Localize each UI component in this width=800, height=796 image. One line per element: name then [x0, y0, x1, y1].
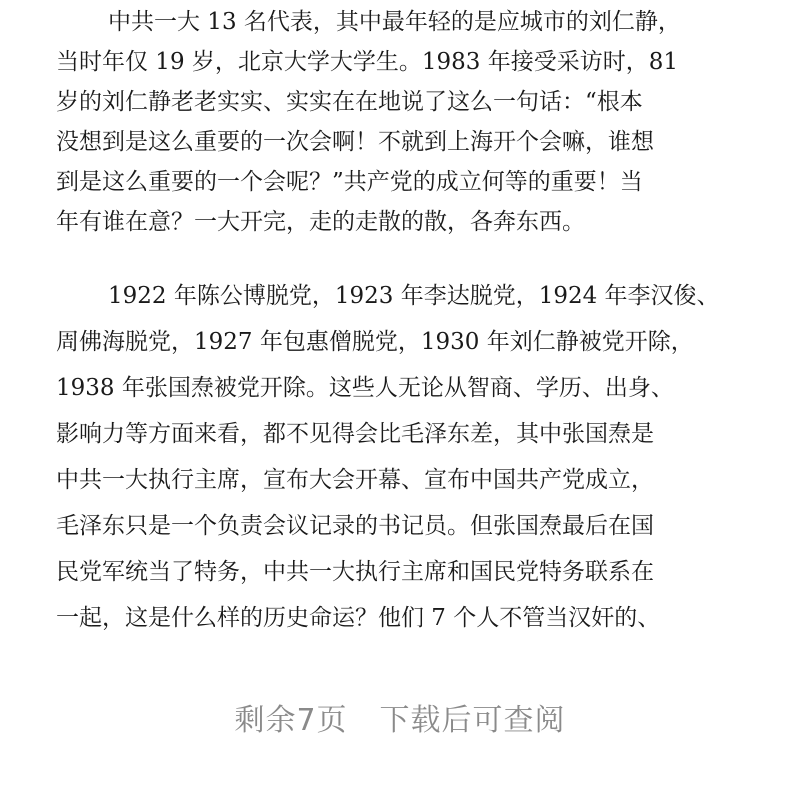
download-to-view-label[interactable]: 下载后可查阅 [379, 703, 566, 738]
paragraph-line: 岁的刘仁静老老实实、实实在在地说了这么一句话：“根本 [56, 89, 643, 115]
paragraph-line: 中共一大执行主席，宣布大会开幕、宣布中国共产党成立， [56, 467, 654, 493]
remaining-pages-label[interactable]: 剩余7页 [234, 703, 348, 738]
paragraph-line: 一起，这是什么样的历史命运？他们 7 个人不管当汉奸的、 [56, 605, 661, 631]
paragraph-line: 没想到是这么重要的一次会啊！不就到上海开个会嘛，谁想 [56, 129, 654, 155]
paragraph-line: 年有谁在意？一大开完，走的走散的散，各奔东西。 [56, 209, 585, 235]
paragraph-line: 到是这么重要的一个会呢？”共产党的成立何等的重要！当 [56, 169, 643, 195]
paragraph-line: 影响力等方面来看，都不见得会比毛泽东差，其中张国焘是 [56, 421, 654, 447]
paragraph-line: 毛泽东只是一个负责会议记录的书记员。但张国焘最后在国 [56, 513, 654, 539]
paragraph-line: 当时年仅 19 岁，北京大学大学生。1983 年接受采访时，81 [56, 49, 678, 75]
paragraph-line: 1922 年陈公博脱党，1923 年李达脱党，1924 年李汉俊、 [108, 283, 720, 309]
paragraph-line: 周佛海脱党，1927 年包惠僧脱党，1930 年刘仁静被党开除， [56, 329, 694, 355]
paragraph-line: 中共一大 13 名代表，其中最年轻的是应城市的刘仁静， [108, 9, 681, 35]
paragraph-line: 1938 年张国焘被党开除。这些人无论从智商、学历、出身、 [56, 375, 674, 401]
paragraph-line: 民党军统当了特务，中共一大执行主席和国民党特务联系在 [56, 559, 654, 585]
download-prompt[interactable] [0, 696, 800, 746]
